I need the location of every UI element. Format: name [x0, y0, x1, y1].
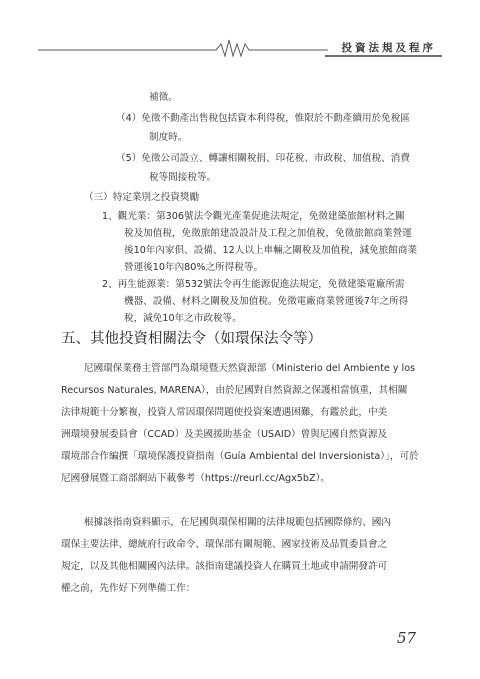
section-heading: 五、其他投資相關法令（如環保法令等） — [61, 331, 322, 347]
body-line: （4）免徵不動產出售稅包括資本利得稅，惟限於不動產續用於免稅區 — [116, 113, 410, 124]
body-line: 1、觀光業：第306號法令觀光產業促進法規定，免徵建築旅館材料之關 — [102, 211, 405, 222]
body-line: 環境部合作編撰「環境保護投資指南（Guía Ambiental del Inversionista）」，可於 — [61, 451, 419, 462]
body-line: 機器、設備、材料之關稅及加值稅。免徵電廠商業營運後7年之所得 — [124, 296, 409, 307]
body-line: 洲環境發展委員會（CCAD）及美國援助基金（USAID）曾與尼國自然資源及 — [61, 429, 388, 440]
body-line: 稅等間接稅等。 — [149, 172, 217, 183]
body-line: 2、再生能源業：第532號法令再生能源促進法規定，免徵建築電廠所需 — [102, 279, 405, 290]
body-line: （5）免徵公司設立、轉讓相關稅捐、印花稅、市政稅、加值稅、消費 — [116, 153, 410, 164]
body-line: 稅及加值稅，免徵旅館建設設計及工程之加值稅，免徵旅館商業營運 — [124, 228, 412, 239]
body-line: 尼國發展暨工商部網站下載參考（https://reurl.cc/Agx5bZ）。 — [61, 473, 330, 484]
running-header — [38, 36, 442, 58]
heartbeat-line-decoration — [38, 36, 328, 58]
body-line: 權之前，先作好下列準備工作： — [61, 583, 196, 594]
header-title: 投資法規及程序 — [341, 42, 436, 54]
body-line: 營運後10年內80%之所得稅等。 — [124, 262, 264, 273]
body-line: 後10年內家俱、設備、12人以上車輛之關稅及加值稅，減免旅館商業 — [124, 245, 418, 256]
body-line: 環保主要法律、總統府行政命令、環保部有關規範、國家技術及品質委員會之 — [61, 539, 388, 550]
body-line: Recursos Naturales, MARENA），由於尼國對自然資源之保護相當慎重，其相關 — [61, 385, 408, 396]
body-line: 根據該指南資料顯示，在尼國與環保相關的法律規範包括國際條約、國內 — [84, 517, 391, 528]
page-number: 57 — [397, 629, 417, 647]
header-tab — [325, 41, 442, 57]
body-line: 補徵。 — [149, 92, 178, 103]
body-line: 規定，以及其他相關國內法律。該指南建議投資人在購買土地或申請開發許可 — [61, 561, 388, 572]
body-line: 稅，減免10年之市政稅等。 — [124, 313, 242, 324]
body-line: 尼國環保業務主管部門為環境暨天然資源部（Ministerio del Ambiente y los — [84, 363, 416, 374]
body-line: 制度時。 — [149, 132, 188, 143]
subsection-heading: （三）特定業別之投資獎勵 — [84, 192, 200, 203]
body-line: 法律規範十分繁複，投資人常因環保問題使投資案遭遇困難，有鑑於此，中美 — [61, 407, 388, 418]
